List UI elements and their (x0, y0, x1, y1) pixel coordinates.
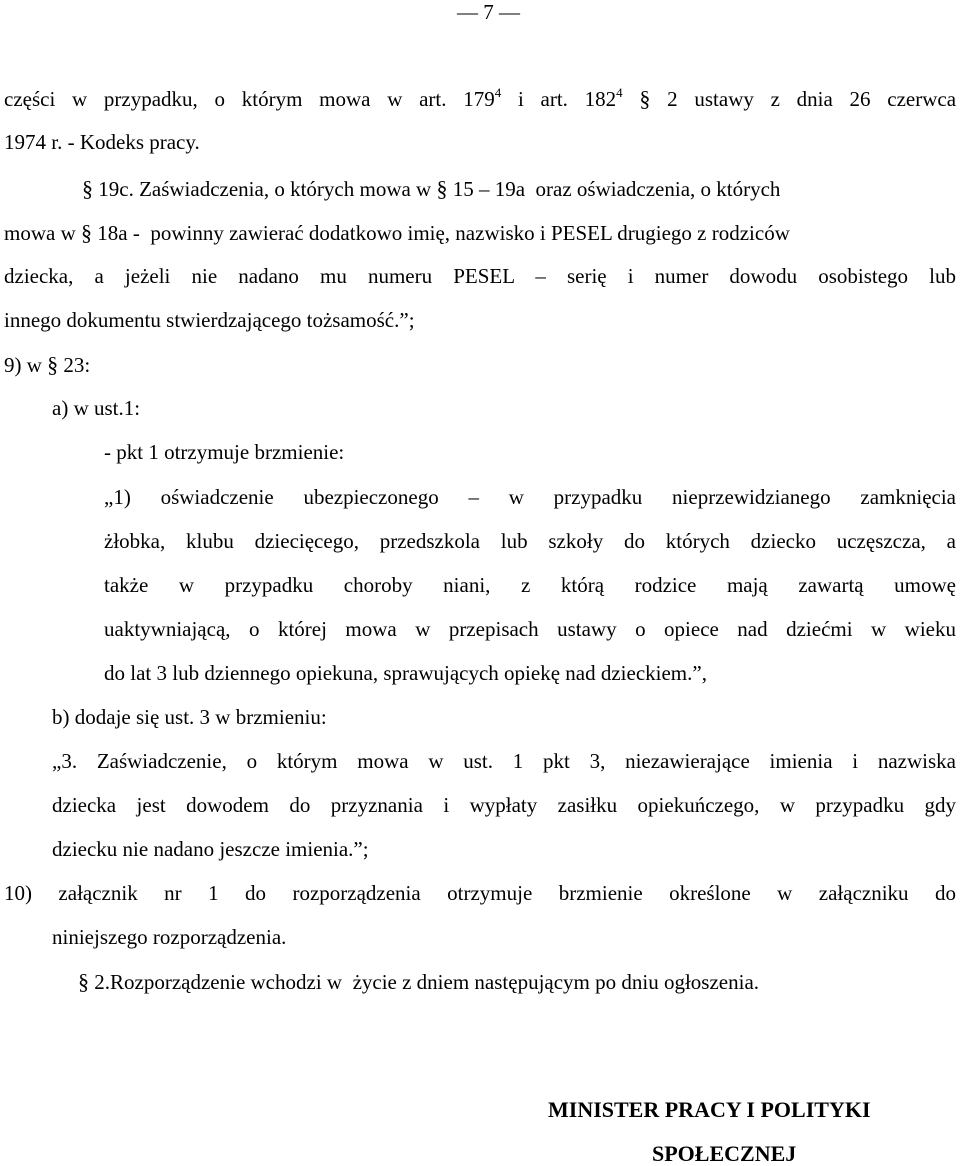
section-symbol: § (47, 352, 59, 377)
text-run: mowa w (4, 221, 76, 245)
signature-title-line-2: SPOŁECZNEJ (652, 1141, 797, 1166)
sublist-item-a: a) w ust.1: (52, 396, 141, 420)
section-symbol: § (436, 176, 448, 201)
superscript: 4 (494, 85, 502, 100)
paragraph-line-6: innego dokumentu stwierdzającego tożsamość.”; (4, 308, 415, 332)
text-run: 2 ustawy z dnia 26 czerwca (667, 87, 957, 111)
superscript: 4 (616, 85, 623, 100)
sublist-item-b: b) dodaje się ust. 3 w brzmieniu: (52, 705, 327, 729)
paragraph-line-3 (82, 178, 780, 200)
text-run: części w przypadku, o którym mowa w art. 179 (4, 87, 495, 111)
quote-b-line-2: dziecka jest dowodem do przyznania i wypłaty zasiłku opiekuńczego, w przypadku gdy (52, 793, 956, 817)
section-symbol: § (78, 969, 89, 994)
quote-line-5: do lat 3 lub dziennego opiekuna, sprawujących opiekę nad dzieckiem.”, (104, 661, 707, 685)
quote-line-1: „1) oświadczenie ubezpieczonego – w przypadku nieprzewidzianego zamknięcia (104, 485, 956, 509)
page-number: — 7 — (457, 0, 520, 24)
quote-line-2: żłobka, klubu dziecięcego, przedszkola lub szkoły do których dziecko uczęszcza, a (104, 529, 956, 553)
quote-line-3: także w przypadku choroby niani, z którą rodzice mają zawartą umowę (104, 573, 956, 597)
section-symbol: § (82, 176, 93, 201)
text-run: 19c. Zaświadczenia, o których mowa w (98, 177, 432, 201)
section-symbol: § (81, 220, 92, 245)
text-run: 23: (63, 353, 91, 377)
text-run: 18a - powinny zawierać dodatkowo imię, nazwisko i PESEL drugiego z rodziców (97, 221, 790, 245)
paragraph-line-4 (4, 222, 790, 244)
paragraph-line-1 (4, 85, 957, 111)
text-run: 2.Rozporządzenie wchodzi w życie z dniem następującym po dniu ogłoszenia. (94, 970, 760, 994)
point-heading: - pkt 1 otrzymuje brzmienie: (104, 440, 345, 464)
text-run: 9) w (4, 353, 42, 377)
text-run: i art. 182 (501, 87, 617, 111)
list-item-10-cont: niniejszego rozporządzenia. (52, 925, 287, 949)
section-symbol: § (639, 86, 651, 111)
text-run: 15 – 19a oraz oświadczenia, o których (452, 177, 781, 201)
paragraph-section-2 (78, 971, 759, 993)
list-item-10: 10) załącznik nr 1 do rozporządzenia otrzymuje brzmienie określone w załączniku do (4, 881, 956, 905)
list-item-9 (4, 354, 90, 376)
signature-title-line-1: MINISTER PRACY I POLITYKI (548, 1097, 871, 1122)
paragraph-line-2: 1974 r. - Kodeks pracy. (4, 130, 200, 154)
quote-b-line-1: „3. Zaświadczenie, o którym mowa w ust. 1 pkt 3, niezawierające imienia i nazwiska (52, 749, 956, 773)
quote-b-line-3: dziecku nie nadano jeszcze imienia.”; (52, 837, 369, 861)
paragraph-line-5: dziecka, a jeżeli nie nadano mu numeru PESEL – serię i numer dowodu osobistego lub (4, 264, 956, 288)
quote-line-4: uaktywniającą, o której mowa w przepisach ustawy o opiece nad dziećmi w wieku (104, 617, 956, 641)
